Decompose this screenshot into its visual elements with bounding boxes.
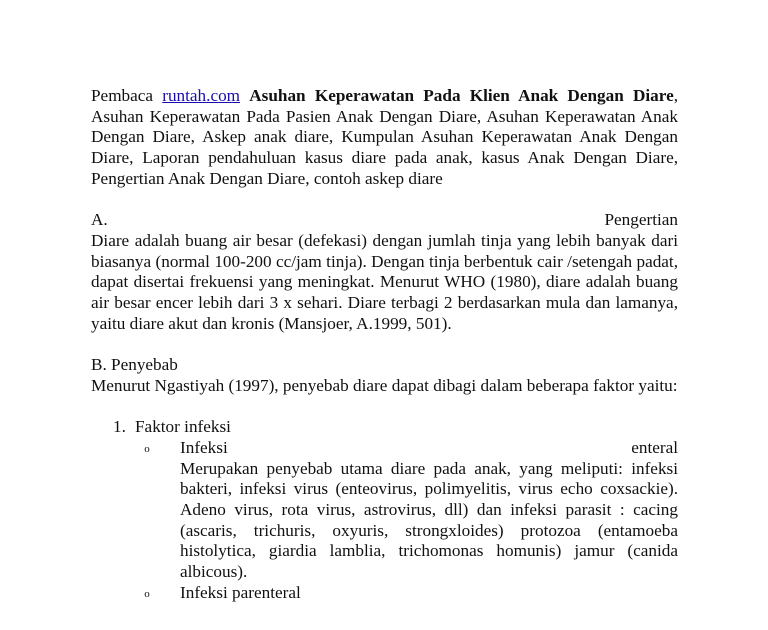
list-item xyxy=(91,417,678,438)
sub-list-item xyxy=(91,438,678,583)
section-b-heading: B. Penyebab xyxy=(91,355,178,375)
section-a-label: A. xyxy=(91,210,108,230)
spacer xyxy=(91,190,678,211)
document-page xyxy=(91,86,678,602)
bullet-icon: o xyxy=(144,587,150,600)
sub-list-item-content xyxy=(158,438,678,583)
sub-item-body: Merupakan penyebab utama diare pada anak, yang meliputi: infeksi bakteri, infeksi virus (enteovirus, polimyelitis, virus echo coxsackie). Adeno virus, rota virus, astrovirus, dll) dan infeksi parasit : cacing (ascaris, trichuris, oxyuris, strongxloides) protozoa (entamoeba histolytica, giardia lamblia, trichomonas homunis) jamur (canida albicous). xyxy=(180,458,678,582)
sub-list-item-content xyxy=(158,583,678,604)
section-a-heading: Pengertian xyxy=(604,210,678,230)
sub-item-heading-partial: Infeksi parenteral xyxy=(180,582,301,602)
sub-item-heading-word2: enteral xyxy=(631,437,678,457)
sub-list-item xyxy=(91,582,678,602)
section-b-body: Menurut Ngastiyah (1997), penyebab diare dapat dibagi dalam beberapa faktor yaitu: xyxy=(91,375,678,395)
article-title: Asuhan Keperawatan Pada Klien Anak Dengan Diare xyxy=(249,86,674,105)
list-item-number: 1. xyxy=(113,417,126,437)
sub-item-heading-row xyxy=(180,438,678,459)
spacer xyxy=(91,334,678,355)
section-a-body: Diare adalah buang air besar (defekasi) dengan jumlah tinja yang lebih banyak dari biasanya (normal 100-200 cc/jam tinja). Dengan tinja berbentuk cair /setengah padat, dapat disertai frekuensi yang meningkat. Menurut WHO (1980), diare adalah buang air besar encer lebih dari 3 x sehari. Diare terbagi 2 berdasarkan mula dan lamanya, yaitu diare akut dan kronis (Mansjoer, A.1999, 501). xyxy=(91,230,678,333)
bullet-icon: o xyxy=(144,442,150,455)
spacer xyxy=(91,397,678,418)
source-link[interactable]: runtah.com xyxy=(162,86,241,105)
section-a-heading-row xyxy=(91,210,678,231)
intro-paragraph xyxy=(91,86,678,190)
list-item-label: Faktor infeksi xyxy=(135,417,231,437)
intro-lead: Pembaca xyxy=(91,86,163,105)
sub-item-heading-word1: Infeksi xyxy=(180,437,228,457)
intro-keywords: , Asuhan Keperawatan Pada Pasien Anak Dengan Diare, Asuhan Keperawatan Anak Dengan Diare, Askep anak diare, Kumpulan Asuhan Keperawatan Anak Dengan Diare, Laporan pendahuluan kasus diare pada anak, kasus Anak Dengan Diare, Pengertian Anak Dengan Diare, contoh askep diare xyxy=(91,86,678,188)
